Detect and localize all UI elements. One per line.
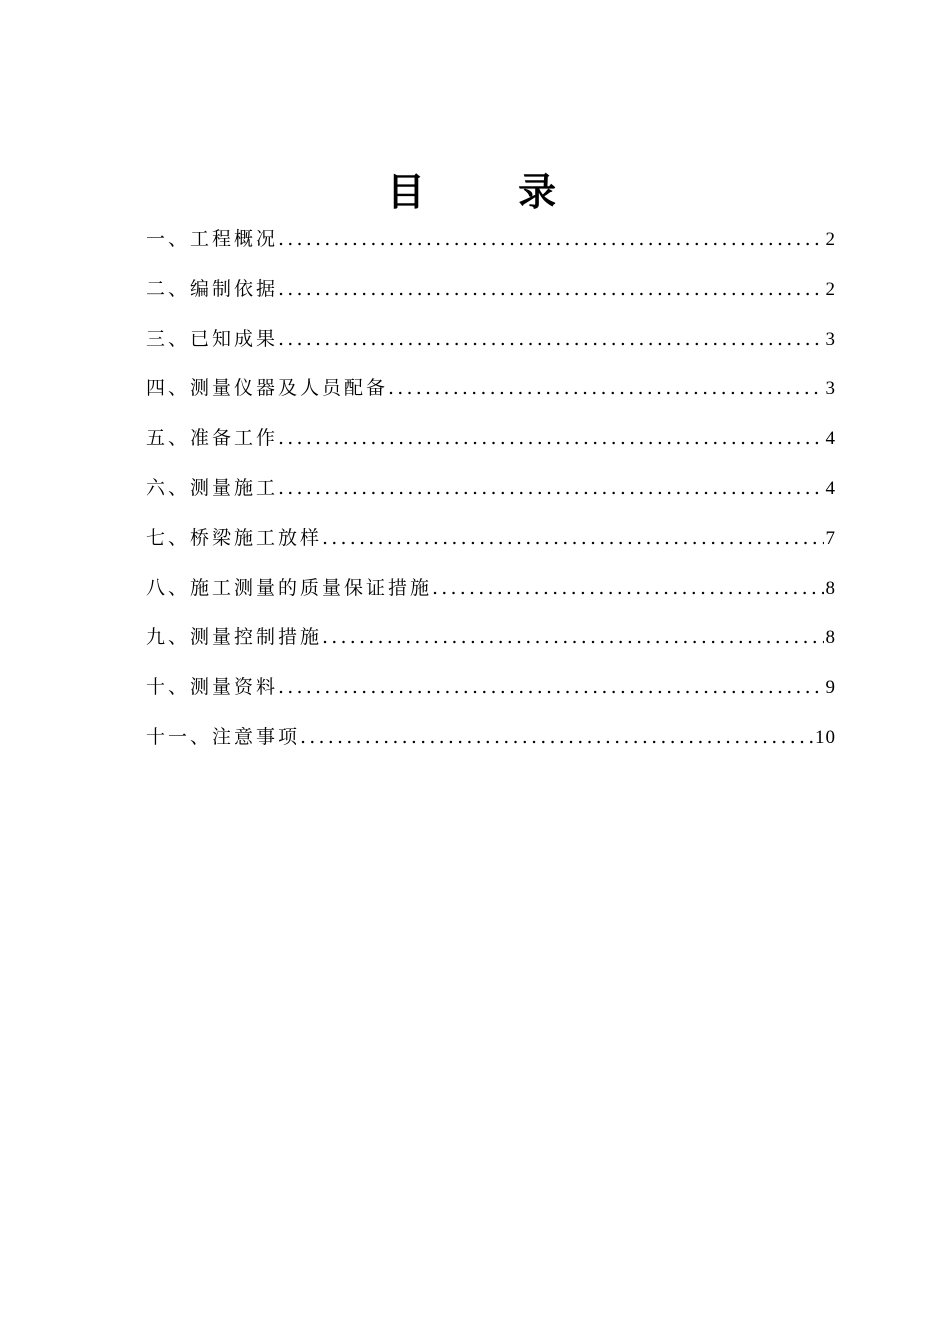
- toc-entry-label: 十一、注意事项: [146, 725, 301, 748]
- toc-entry-label: 一、工程概况: [146, 228, 279, 250]
- toc-entry[interactable]: [146, 475, 836, 525]
- toc-entry-page: 9: [825, 677, 836, 699]
- toc-entry[interactable]: [146, 724, 836, 774]
- toc-dot-leader: [322, 525, 823, 551]
- toc-dot-leader: [432, 575, 823, 601]
- toc-entry-label: 三、已知成果: [146, 327, 279, 350]
- toc-entry-page: 3: [825, 378, 836, 400]
- toc-entry-page: 8: [825, 577, 836, 599]
- toc-dot-leader: [388, 375, 823, 401]
- toc-entry-label: 七、桥梁施工放样: [146, 526, 323, 549]
- toc-title: 目 录: [386, 170, 597, 214]
- toc-dot-leader: [278, 475, 823, 501]
- toc-dot-leader: [300, 724, 813, 750]
- toc-entry-page: 7: [825, 527, 836, 549]
- toc-entry-page: 4: [825, 428, 836, 450]
- toc-entry-label: 八、施工测量的质量保证措施: [146, 576, 433, 599]
- table-of-contents: [146, 226, 836, 774]
- toc-entry[interactable]: [146, 276, 836, 326]
- toc-entry[interactable]: [146, 375, 836, 425]
- toc-entry-label: 四、测量仪器及人员配备: [146, 377, 389, 400]
- toc-entry-page: 4: [825, 477, 836, 499]
- toc-entry[interactable]: [146, 674, 836, 724]
- toc-dot-leader: [278, 674, 823, 700]
- toc-entry[interactable]: [146, 425, 836, 475]
- toc-entry[interactable]: [146, 525, 836, 575]
- toc-entry[interactable]: [146, 326, 836, 376]
- toc-entry-page: 2: [825, 278, 836, 300]
- toc-entry-page: 8: [825, 627, 836, 649]
- toc-entry[interactable]: [146, 575, 836, 625]
- toc-entry-page: 2: [825, 229, 836, 250]
- toc-entry-label: 十、测量资料: [146, 676, 279, 699]
- toc-dot-leader: [278, 276, 823, 302]
- toc-entry-label: 二、编制依据: [146, 277, 279, 300]
- toc-dot-leader: [278, 226, 823, 252]
- toc-entry-label: 九、测量控制措施: [146, 626, 323, 649]
- toc-entry-label: 五、准备工作: [146, 427, 279, 450]
- toc-entry[interactable]: [146, 624, 836, 674]
- toc-dot-leader: [278, 425, 823, 451]
- toc-entry[interactable]: [146, 226, 836, 276]
- toc-dot-leader: [322, 624, 823, 650]
- toc-dot-leader: [278, 326, 823, 352]
- toc-entry-label: 六、测量施工: [146, 476, 279, 499]
- toc-entry-page: 10: [815, 726, 836, 748]
- toc-entry-page: 3: [825, 328, 836, 350]
